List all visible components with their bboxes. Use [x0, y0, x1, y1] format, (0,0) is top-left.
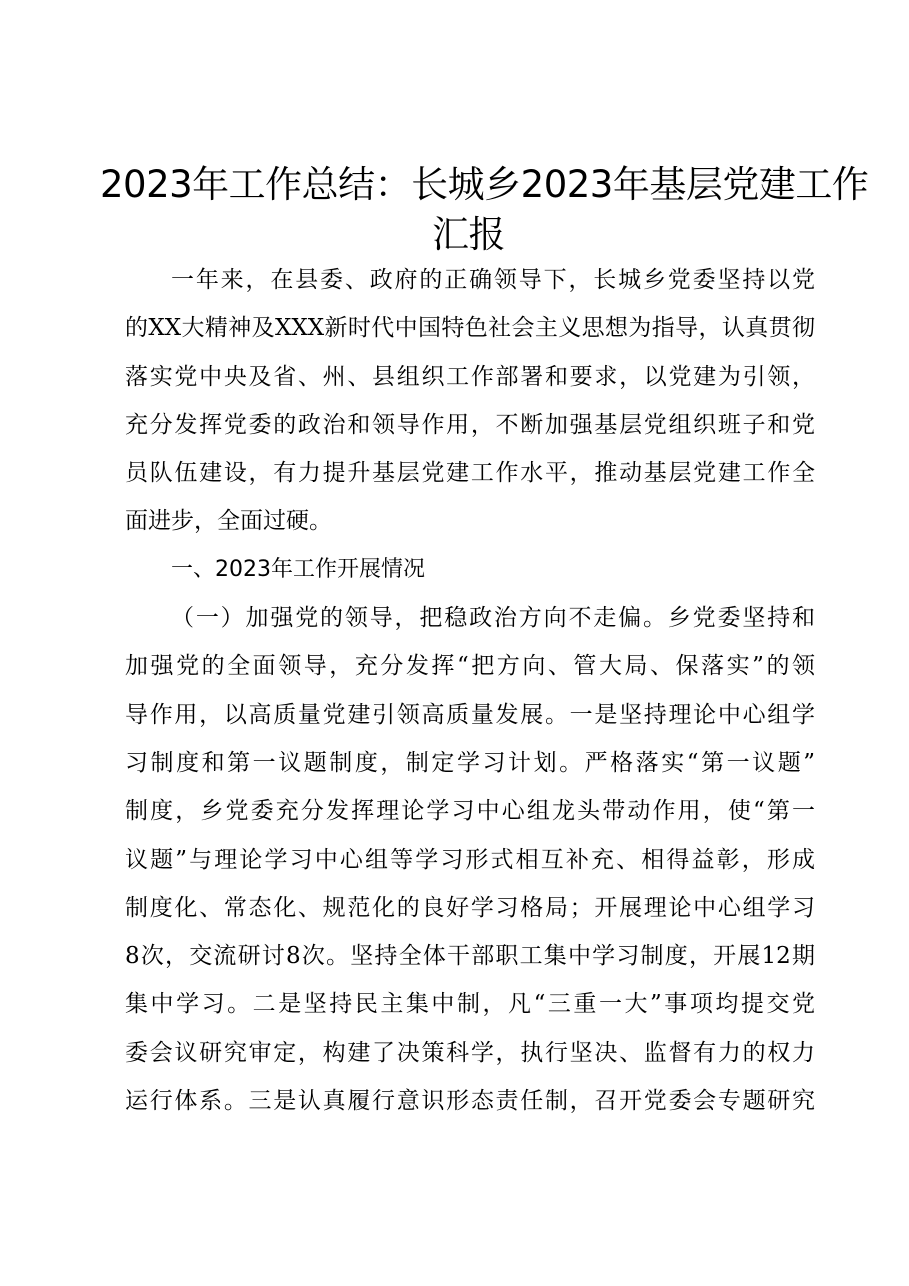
paragraph-line: 集中学习。二是坚持民主集中制，凡“三重一大”事项均提交党 — [125, 991, 815, 1018]
paragraph-line: 的XX大精神及XXX新时代中国特色社会主义思想为指导，认真贯彻 — [125, 315, 815, 342]
intro-paragraph — [125, 256, 815, 546]
section-paragraph — [125, 594, 815, 1125]
section-heading: 一、2023年工作开展情况 — [171, 556, 425, 582]
title-line-1: 2023年工作总结：长城乡2023年基层党建工作 — [100, 163, 869, 206]
paragraph-line: 习制度和第一议题制度，制定学习计划。严格落实“第一议题” — [125, 749, 815, 776]
paragraph-line: 运行体系。三是认真履行意识形态责任制，召开党委会专题研究 — [125, 1088, 815, 1115]
paragraph-line: 导作用，以高质量党建引领高质量发展。一是坚持理论中心组学 — [125, 701, 815, 728]
paragraph-line: 面进步，全面过硬。 — [125, 508, 332, 535]
paragraph-line: （一）加强党的领导，把稳政治方向不走偏。乡党委坚持和 — [171, 605, 815, 632]
paragraph-line: 8次，交流研讨8次。坚持全体干部职工集中学习制度，开展12期 — [125, 943, 815, 970]
paragraph-line: 加强党的全面领导，充分发挥“把方向、管大局、保落实”的领 — [125, 653, 815, 680]
paragraph-line: 员队伍建设，有力提升基层党建工作水平，推动基层党建工作全 — [125, 460, 815, 487]
document-title — [100, 160, 869, 260]
title-line-2: 汇报 — [432, 213, 505, 256]
paragraph-line: 制度化、常态化、规范化的良好学习格局；开展理论中心组学习 — [125, 894, 815, 921]
paragraph-line: 委会议研究审定，构建了决策科学，执行坚决、监督有力的权力 — [125, 1039, 815, 1066]
paragraph-line: 议题”与理论学习中心组等学习形式相互补充、相得益彰，形成 — [125, 846, 815, 873]
paragraph-line: 充分发挥党委的政治和领导作用，不断加强基层党组织班子和党 — [125, 411, 815, 438]
paragraph-line: 制度，乡党委充分发挥理论学习中心组龙头带动作用，使“第一 — [125, 798, 815, 825]
document-body — [125, 256, 815, 1125]
paragraph-line: 落实党中央及省、州、县组织工作部署和要求，以党建为引领， — [125, 363, 815, 390]
paragraph-line: 一年来，在县委、政府的正确领导下，长城乡党委坚持以党 — [171, 267, 815, 293]
